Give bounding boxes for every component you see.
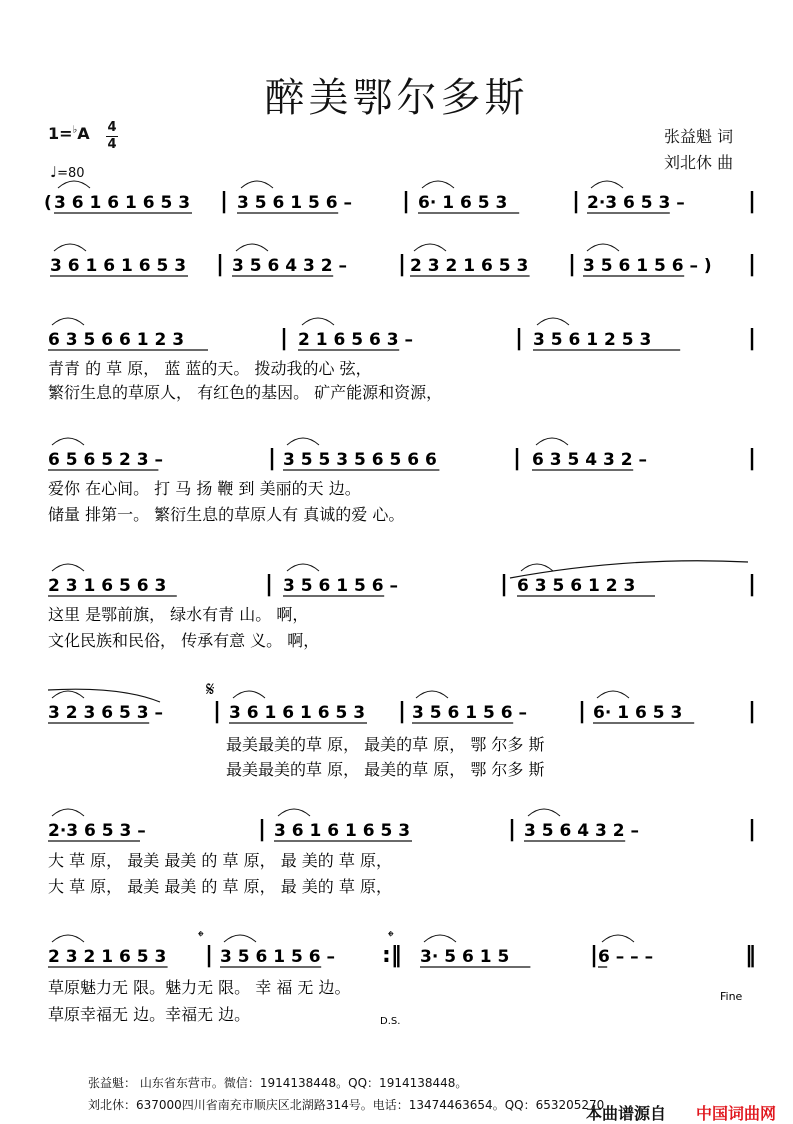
measure-notes: 2 3 2 1 6 5 3	[410, 256, 529, 276]
measure-notes: 6 3 5 4 3 2 –	[532, 450, 647, 470]
slur-arc	[58, 181, 90, 188]
footer-composer-contact: 刘北休：637000四川省南充市顺庆区北湖路314号。电话：13474463654。QQ：653205270	[88, 1098, 605, 1112]
slur-arc	[224, 935, 256, 942]
slur-arc	[416, 691, 448, 698]
composer-credit: 刘北休 曲	[664, 153, 734, 172]
lyric-line: 最美最美的草 原， 最美的草 原， 鄂 尔多 斯	[226, 735, 545, 754]
key-note: A	[77, 124, 90, 143]
slur-arc	[536, 438, 568, 445]
slur-arc	[52, 809, 84, 816]
slur-arc	[587, 244, 619, 251]
measure-notes: 2 1 6 5 6 3 –	[298, 330, 413, 350]
slur-arc	[424, 935, 456, 942]
lyric-line: 繁衍生息的草原人， 有红色的基因。 矿产能源和资源，	[48, 383, 443, 402]
slur-arc	[591, 181, 623, 188]
measure-notes: 3 5 6 4 3 2 –	[232, 256, 347, 276]
measure-notes: 3 5 6 1 5 6 –	[283, 576, 398, 596]
slur-arc	[54, 244, 86, 251]
barline: |	[265, 572, 274, 597]
barline: |	[500, 572, 509, 597]
barline: |	[398, 699, 407, 724]
key-label: 1=	[48, 124, 73, 143]
measure-notes: 6 3 5 6 6 1 2 3	[48, 330, 185, 350]
lyric-line: 青青 的 草 原， 蓝 蓝的天。 拨动我的心 弦，	[48, 359, 372, 378]
lyric-line: 最美最美的草 原， 最美的草 原， 鄂 尔多 斯	[226, 760, 545, 779]
measure-notes: 3 6 1 6 1 6 5 3	[229, 703, 366, 723]
measure-notes: 6· 1 6 5 3	[418, 193, 508, 213]
measure-notes: 3 5 5 3 5 6 5 6 6	[283, 450, 437, 470]
barline: |	[508, 817, 517, 842]
barline: |	[220, 189, 229, 214]
slur-arc	[52, 564, 84, 571]
measure-notes: 3 5 6 1 5 6 –	[412, 703, 527, 723]
barline: |	[398, 252, 407, 277]
slur-arc	[287, 438, 319, 445]
coda-sign: 𝄌	[198, 927, 204, 946]
measure-notes: 6 3 5 6 1 2 3	[517, 576, 636, 596]
measure-notes: 3 5 6 4 3 2 –	[524, 821, 639, 841]
time-top: 4	[107, 120, 117, 135]
measure-notes: 3 6 1 6 1 6 5 3	[50, 256, 187, 276]
time-bottom: 4	[107, 137, 117, 152]
slur-arc	[52, 935, 84, 942]
lyric-line: 文化民族和民俗， 传承有意 义。 啊，	[48, 631, 320, 650]
barline: |	[590, 943, 599, 968]
barline: :‖	[382, 943, 402, 968]
lyric-line: 爱你 在心间。 打 马 扬 鞭 到 美丽的天 边。	[48, 479, 361, 498]
measure-notes: 2·3 6 5 3 –	[48, 821, 146, 841]
fine-marking: Fine	[720, 990, 743, 1003]
barline: |	[280, 326, 289, 351]
measure-notes: 3 5 6 1 5 6 –	[237, 193, 352, 213]
site-name-link[interactable]: 中国词曲网	[696, 1104, 777, 1123]
barline: |	[513, 446, 522, 471]
slur-arc	[287, 564, 319, 571]
barline: |	[578, 699, 587, 724]
measure-notes: 6 – – –	[598, 947, 654, 967]
barline: |	[748, 699, 757, 724]
barline: |	[748, 326, 757, 351]
barline: |	[748, 572, 757, 597]
source-label: 本曲谱源自	[586, 1104, 667, 1123]
barline: |	[748, 252, 757, 277]
barline: |	[213, 699, 222, 724]
measure-notes: 6 5 6 5 2 3 –	[48, 450, 163, 470]
slur-arc	[414, 244, 446, 251]
measure-notes: 3 5 6 1 5 6 – )	[583, 256, 712, 276]
measure-notes: 3· 5 6 1 5	[420, 947, 510, 967]
barline: |	[216, 252, 225, 277]
lyric-line: 这里 是鄂前旗， 绿水有青 山。 啊，	[48, 605, 309, 624]
measure-notes: 3 6 1 6 1 6 5 3	[274, 821, 411, 841]
lyricist-credit: 张益魁 词	[664, 127, 734, 146]
measure-notes: 2 3 1 6 5 6 3	[48, 576, 167, 596]
lyric-line: 储量 排第一。 繁衍生息的草原人有 真诚的爱 心。	[48, 505, 405, 524]
slur-arc	[537, 318, 569, 325]
flat-sign: ♭	[72, 124, 78, 136]
measure-notes: 2·3 6 5 3 –	[587, 193, 685, 213]
barline: |	[568, 252, 577, 277]
measure-notes: 3 2 3 6 5 3 –	[48, 703, 163, 723]
slur-arc	[597, 691, 629, 698]
slur-arc	[52, 438, 84, 445]
measure-notes: 3 5 6 1 5 6 –	[220, 947, 335, 967]
barline: ‖	[745, 943, 756, 968]
lyric-line: 大 草 原， 最美 最美 的 草 原， 最 美的 草 原，	[48, 851, 392, 870]
barline: |	[748, 189, 757, 214]
slur-arc	[528, 809, 560, 816]
measure-notes: (	[44, 193, 52, 213]
barline: |	[748, 446, 757, 471]
slur-arc	[278, 809, 310, 816]
barline: |	[258, 817, 267, 842]
tempo-value: =80	[57, 166, 85, 181]
slur-arc	[302, 318, 334, 325]
page-title: 醉美鄂尔多斯	[264, 75, 529, 121]
barline: |	[515, 326, 524, 351]
slur-arc	[52, 318, 84, 325]
slur-arc	[241, 181, 273, 188]
barline: |	[748, 817, 757, 842]
slur-arc	[521, 564, 553, 571]
coda-sign: 𝄌	[388, 927, 394, 946]
barline: |	[402, 189, 411, 214]
barline: |	[268, 446, 277, 471]
measure-notes: 2 3 2 1 6 5 3	[48, 947, 167, 967]
slur-arc	[233, 691, 265, 698]
ds-marking: D.S.	[380, 1016, 401, 1027]
slur-arc	[52, 691, 84, 698]
segno-sign: 𝄋	[206, 677, 215, 701]
measure-notes: 6· 1 6 5 3	[593, 703, 683, 723]
barline: |	[572, 189, 581, 214]
barline: |	[205, 943, 214, 968]
quarter-note-icon: ♩	[50, 163, 58, 181]
slur-arc	[422, 181, 454, 188]
measure-notes: 3 6 1 6 1 6 5 3	[54, 193, 191, 213]
lyric-line: 草原幸福无 边。幸福无 边。	[48, 1005, 251, 1024]
footer-lyricist-contact: 张益魁： 山东省东营市。微信：1914138448。QQ：1914138448。	[88, 1076, 468, 1090]
slur-arc	[236, 244, 268, 251]
measure-notes: 3 5 6 1 2 5 3	[533, 330, 652, 350]
slur-arc	[602, 935, 634, 942]
lyric-line: 大 草 原， 最美 最美 的 草 原， 最 美的 草 原，	[48, 877, 392, 896]
lyric-line: 草原魅力无 限。魅力无 限。 幸 福 无 边。	[48, 978, 351, 997]
